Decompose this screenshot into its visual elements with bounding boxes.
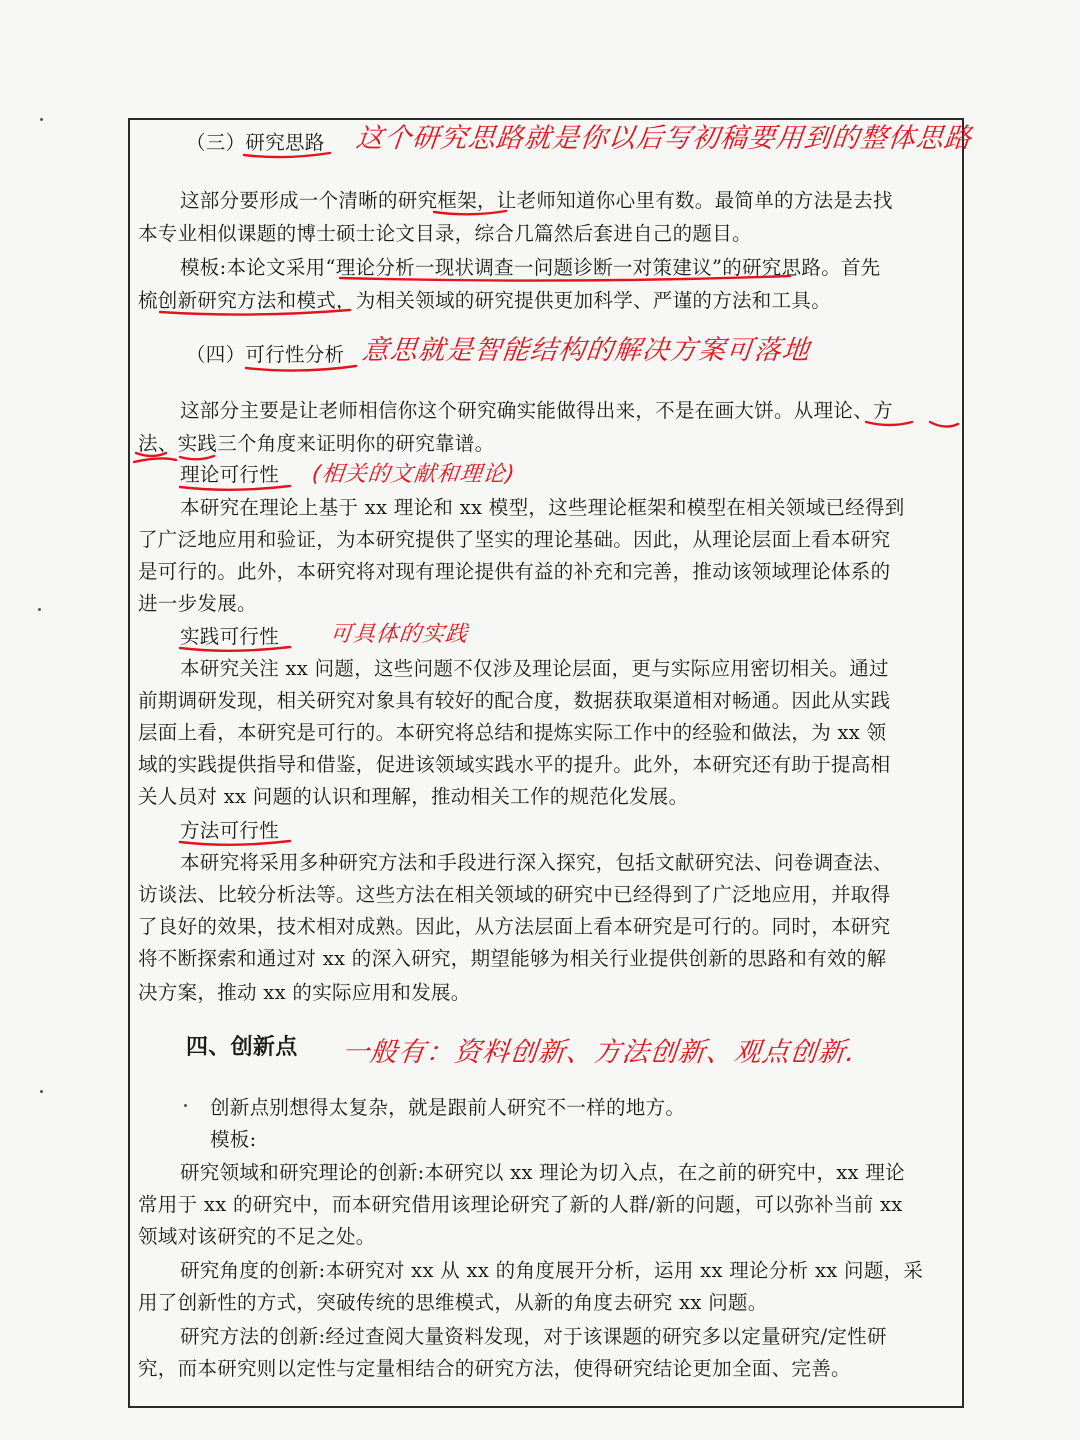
text-line: 了良好的效果，技术相对成熟。因此，从方法层面上看本研究是可行的。同时，本研究 <box>138 915 891 938</box>
handwritten-note-feasibility: 意思就是智能结构的解决方案可落地 <box>360 335 812 366</box>
scan-speck <box>38 608 41 611</box>
scan-speck <box>40 118 43 121</box>
text-line: 领域对该研究的不足之处。 <box>138 1225 376 1248</box>
handwritten-note-innovation: 一般有：资料创新、方法创新、观点创新. <box>340 1037 858 1068</box>
text-line: 究，而本研究则以定性与定量相结合的研究方法，使得研究结论更加全面、完善。 <box>138 1357 851 1380</box>
text-line: 本研究关注 xx 问题，这些问题不仅涉及理论层面，更与实际应用密切相关。通过 <box>180 657 889 680</box>
text-line: 了广泛地应用和验证，为本研究提供了坚实的理论基础。因此，从理论层面上看本研究 <box>138 528 891 551</box>
text-line: 研究方法的创新:经过查阅大量资料发现，对于该课题的研究多以定量研究/定性研 <box>180 1325 887 1348</box>
text-line: 决方案，推动 xx 的实际应用和发展。 <box>138 981 471 1004</box>
scan-speck <box>184 1104 187 1107</box>
text-line: 访谈法、比较分析法等。这些方法在相关领域的研究中已经得到了广泛地应用，并取得 <box>138 883 891 906</box>
section-heading-research-approach: （三）研究思路 <box>186 131 325 154</box>
text-line: 法、实践三个角度来证明你的研究靠谱。 <box>138 432 495 455</box>
text-line: 模板:本论文采用“理论分析一现状调查一问题诊断一对策建议”的研究思路。首先 <box>180 256 881 279</box>
text-line: 前期调研发现，相关研究对象具有较好的配合度，数据获取渠道相对畅通。因此从实践 <box>138 689 891 712</box>
scan-speck <box>40 1090 43 1093</box>
text-line: 研究角度的创新:本研究对 xx 从 xx 的角度展开分析，运用 xx 理论分析 xx 问题，采 <box>180 1259 924 1282</box>
text-line: 用了创新性的方式，突破传统的思维模式，从新的角度去研究 xx 问题。 <box>138 1291 768 1314</box>
text-line: 进一步发展。 <box>138 592 257 615</box>
subheading-theory-feasibility: 理论可行性 <box>180 463 280 486</box>
subheading-practice-feasibility: 实践可行性 <box>180 625 280 648</box>
handwritten-note-research-approach: 这个研究思路就是你以后写初稿要用到的整体思路 <box>354 123 974 154</box>
text-line: 本研究将采用多种研究方法和手段进行深入探究，包括文献研究法、问卷调查法、 <box>180 851 893 874</box>
text-line: 这部分主要是让老师相信你这个研究确实能做得出来，不是在画大饼。从理论、方 <box>180 399 893 422</box>
handwritten-note-theory: (相关的文献和理论) <box>310 462 517 487</box>
template-label: 模板: <box>210 1128 257 1151</box>
text-line: 创新点别想得太复杂，就是跟前人研究不一样的地方。 <box>210 1096 686 1119</box>
text-line: 梳创新研究方法和模式，为相关领域的研究提供更加科学、严谨的方法和工具。 <box>138 289 832 312</box>
text-line: 是可行的。此外，本研究将对现有理论提供有益的补充和完善，推动该领域理论体系的 <box>138 560 891 583</box>
section-heading-feasibility: （四）可行性分析 <box>186 343 345 366</box>
text-line: 常用于 xx 的研究中，而本研究借用该理论研究了新的人群/新的问题，可以弥补当前 xx <box>138 1193 903 1216</box>
text-line: 层面上看，本研究是可行的。本研究将总结和提炼实际工作中的经验和做法，为 xx 领 <box>138 721 887 744</box>
subheading-method-feasibility: 方法可行性 <box>180 819 280 842</box>
section-heading-innovation: 四、创新点 <box>186 1035 298 1060</box>
text-line: 关人员对 xx 问题的认识和理解，推动相关工作的规范化发展。 <box>138 785 689 808</box>
text-line: 本专业相似课题的博士硕士论文目录，综合几篇然后套进自己的题目。 <box>138 222 752 245</box>
text-line: 这部分要形成一个清晰的研究框架，让老师知道你心里有数。最简单的方法是去找 <box>180 189 893 212</box>
text-line: 研究领域和研究理论的创新:本研究以 xx 理论为切入点，在之前的研究中，xx 理论 <box>180 1161 905 1184</box>
handwritten-note-practice: 可具体的实践 <box>328 622 470 647</box>
text-line: 域的实践提供指导和借鉴，促进该领域实践水平的提升。此外，本研究还有助于提高相 <box>138 753 891 776</box>
text-line: 将不断探索和通过对 xx 的深入研究，期望能够为相关行业提供创新的思路和有效的解 <box>138 947 887 970</box>
text-line: 本研究在理论上基于 xx 理论和 xx 模型，这些理论框架和模型在相关领域已经得到 <box>180 496 905 519</box>
